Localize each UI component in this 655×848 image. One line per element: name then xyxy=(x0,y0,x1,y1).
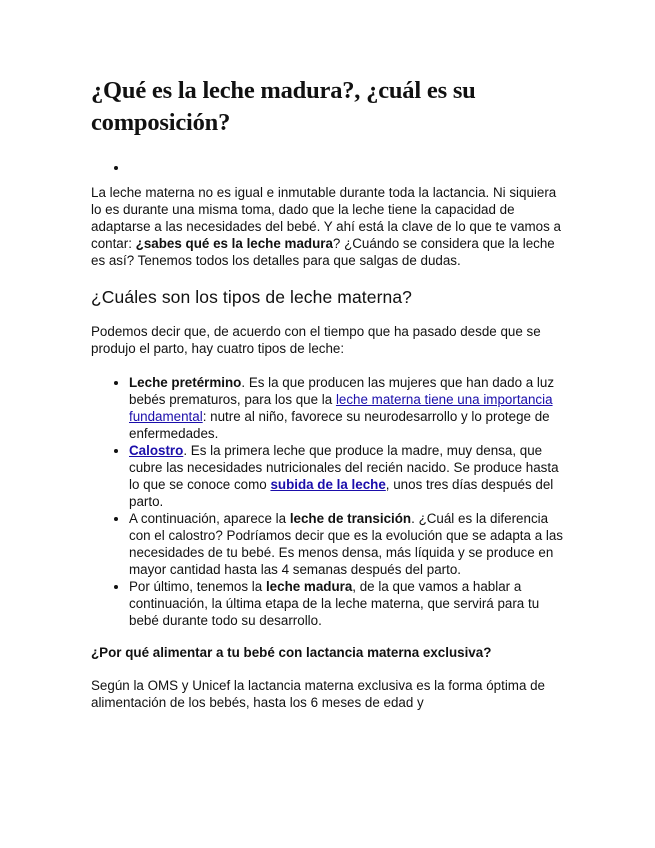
intro-bold: ¿sabes qué es la leche madura xyxy=(135,236,333,251)
section-heading-exclusive-breastfeeding: ¿Por qué alimentar a tu bebé con lactancia materna exclusiva? xyxy=(91,645,492,660)
page-title: ¿Qué es la leche madura?, ¿cuál es su composición? xyxy=(91,77,476,136)
milk-let-down-link-label: subida de la leche xyxy=(270,477,386,492)
link-breast-milk-importance[interactable]: leche materna tiene una importancia fundamental xyxy=(129,392,553,424)
preterm-text-1: . Es la que producen las mujeres que han dado a luz bebés prematuros, para los que la xyxy=(129,375,555,407)
article-content xyxy=(91,75,569,711)
list-item-transition xyxy=(129,510,569,578)
colostrum-text-2: , unos tres días después del parto. xyxy=(129,477,554,509)
intro-text-1: La leche materna no es igual e inmutable durante toda la lactancia. Ni siquiera lo es durante una misma toma, dado que la leche tiene la capacidad de adaptarse a las necesidades del bebé. Y ahí está la clave de lo que te vamos a contar: xyxy=(91,185,561,251)
milk-types-paragraph: Podemos decir que, de acuerdo con el tiempo que ha pasado desde que se produjo el parto, hay cuatro tipos de leche: xyxy=(91,324,541,356)
empty-bullet-list xyxy=(91,159,569,176)
empty-bullet-item xyxy=(129,159,569,176)
section-heading-milk-types: ¿Cuáles son los tipos de leche materna? xyxy=(91,287,413,307)
link-milk-let-down[interactable] xyxy=(270,477,385,492)
preterm-bold: Leche pretérmino xyxy=(129,375,242,390)
transition-text-2: . ¿Cuál es la diferencia con el calostro? Podríamos decir que es la evolución que se adapta a las necesidades de tu bebé. Es menos densa, más líquida y se produce en mayor cantidad hasta las 4 semanas después del parto. xyxy=(129,511,563,577)
transition-bold: leche de transición xyxy=(289,511,412,526)
colostrum-text-1: . Es la primera leche que produce la madre, muy densa, que cubre las necesidades nutricionales del recién nacido. Se produce hasta lo que se conoce como xyxy=(129,443,559,492)
exclusive-breastfeeding-paragraph: Según la OMS y Unicef la lactancia materna exclusiva es la forma óptima de alimentación de los bebés, hasta los 6 meses de edad y xyxy=(91,678,546,710)
preterm-text-2: : nutre al niño, favorece su neurodesarrollo y lo protege de enfermedades. xyxy=(129,409,550,441)
list-item-mature xyxy=(129,578,569,629)
intro-text-2: ? ¿Cuándo se considera que la leche es así? Tenemos todos los detalles para que salgas de dudas. xyxy=(91,236,555,268)
milk-types-list xyxy=(91,374,569,629)
mature-text-2: , de la que vamos a hablar a continuación, la última etapa de la leche materna, que servirá para tu bebé durante todo su desarrollo. xyxy=(129,579,540,628)
list-item-preterm xyxy=(129,374,569,442)
intro-paragraph xyxy=(91,184,569,269)
transition-text-1: A continuación, aparece la xyxy=(129,511,290,526)
list-item-colostrum xyxy=(129,442,569,510)
mature-bold: leche madura xyxy=(265,579,353,594)
link-colostrum[interactable] xyxy=(129,443,183,458)
mature-text-1: Por último, tenemos la xyxy=(129,579,266,594)
colostrum-link-label: Calostro xyxy=(129,443,184,458)
